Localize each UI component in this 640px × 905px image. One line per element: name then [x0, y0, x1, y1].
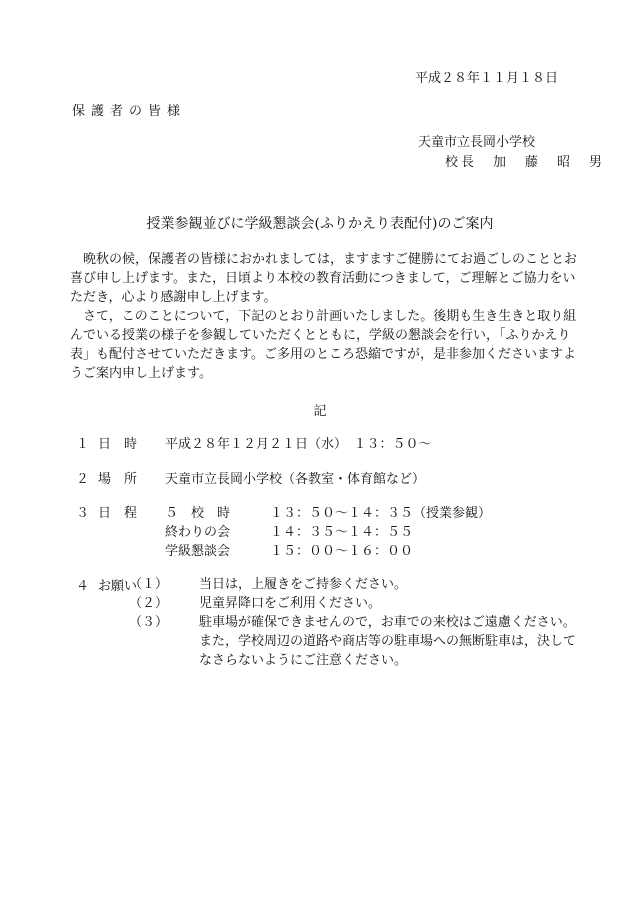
request-note	[129, 575, 588, 594]
item-number-schedule: ３	[76, 506, 90, 521]
item-label-schedule: 日 程	[98, 506, 138, 521]
body-text	[70, 250, 588, 383]
schedule-row-time: １５：００～１６：００	[270, 544, 414, 559]
request-notes	[129, 575, 588, 670]
principal-name: 校長 加 藤 昭 男	[445, 155, 606, 170]
item-value-datetime: 平成２８年１２月２１日（水） １３：５０～	[165, 437, 432, 452]
sender-block	[418, 133, 605, 173]
request-note	[129, 594, 588, 613]
schedule-row-name: 学級懇談会	[165, 544, 231, 559]
school-name: 天童市立長岡小学校	[418, 135, 536, 150]
schedule-row-name: ５ 校 時	[165, 506, 231, 521]
note-text: 当日は，上履きをご持参ください。	[199, 577, 408, 592]
addressee: 保護者の皆様	[72, 104, 187, 119]
schedule-row-name: 終わりの会	[165, 525, 231, 540]
body-paragraph-details: さて，このことについて，下記のとおり計画いたしました。後期も生き生きと取り組んでいる授業の様子を参観していただくとともに，学級の懇談会を行い，「ふりかえり表」も配付させていただきます。ご多用のところ恐縮ですが，是非参加くださいますようご案内申し上げます。	[70, 309, 577, 381]
document-date: 平成２８年１１月１８日	[414, 71, 558, 86]
item-label-place: 場 所	[98, 472, 138, 487]
note-mark: （１）	[129, 577, 169, 592]
item-label-datetime: 日 時	[98, 437, 138, 452]
note-mark: （３）	[129, 615, 169, 630]
schedule-row-time: １３：５０～１４：３５（授業参観）	[270, 506, 492, 521]
item-number-place: ２	[76, 472, 90, 487]
item-number-requests: ４	[76, 579, 90, 594]
item-number-datetime: １	[76, 437, 90, 452]
item-label-requests: お願い	[98, 579, 138, 594]
note-text: 児童昇降口をご利用ください。	[199, 596, 382, 611]
document-title: 授業参観並びに学級懇談会(ふりかえり表配付)のご案内	[146, 216, 494, 232]
item-value-place: 天童市立長岡小学校（各教室・体育館など）	[165, 472, 426, 487]
schedule-row-time: １４：３５～１４：５５	[270, 525, 414, 540]
note-text: 駐車場が確保できませんので，お車での来校はご遠慮ください。また，学校周辺の道路や商店等の駐車場への無断駐車は，決してなさらないようにご注意ください。	[199, 615, 577, 668]
note-mark: （２）	[129, 596, 169, 611]
body-paragraph-greeting: 晩秋の候，保護者の皆様におかれましては，ますますご健勝にてお過ごしのこととお喜び申し上げます。また，日頃より本校の教育活動につきまして，ご理解とご協力をいただき，心より感謝申し上げます。	[70, 252, 578, 305]
ki-heading: 記	[313, 404, 327, 419]
request-note	[129, 613, 588, 670]
